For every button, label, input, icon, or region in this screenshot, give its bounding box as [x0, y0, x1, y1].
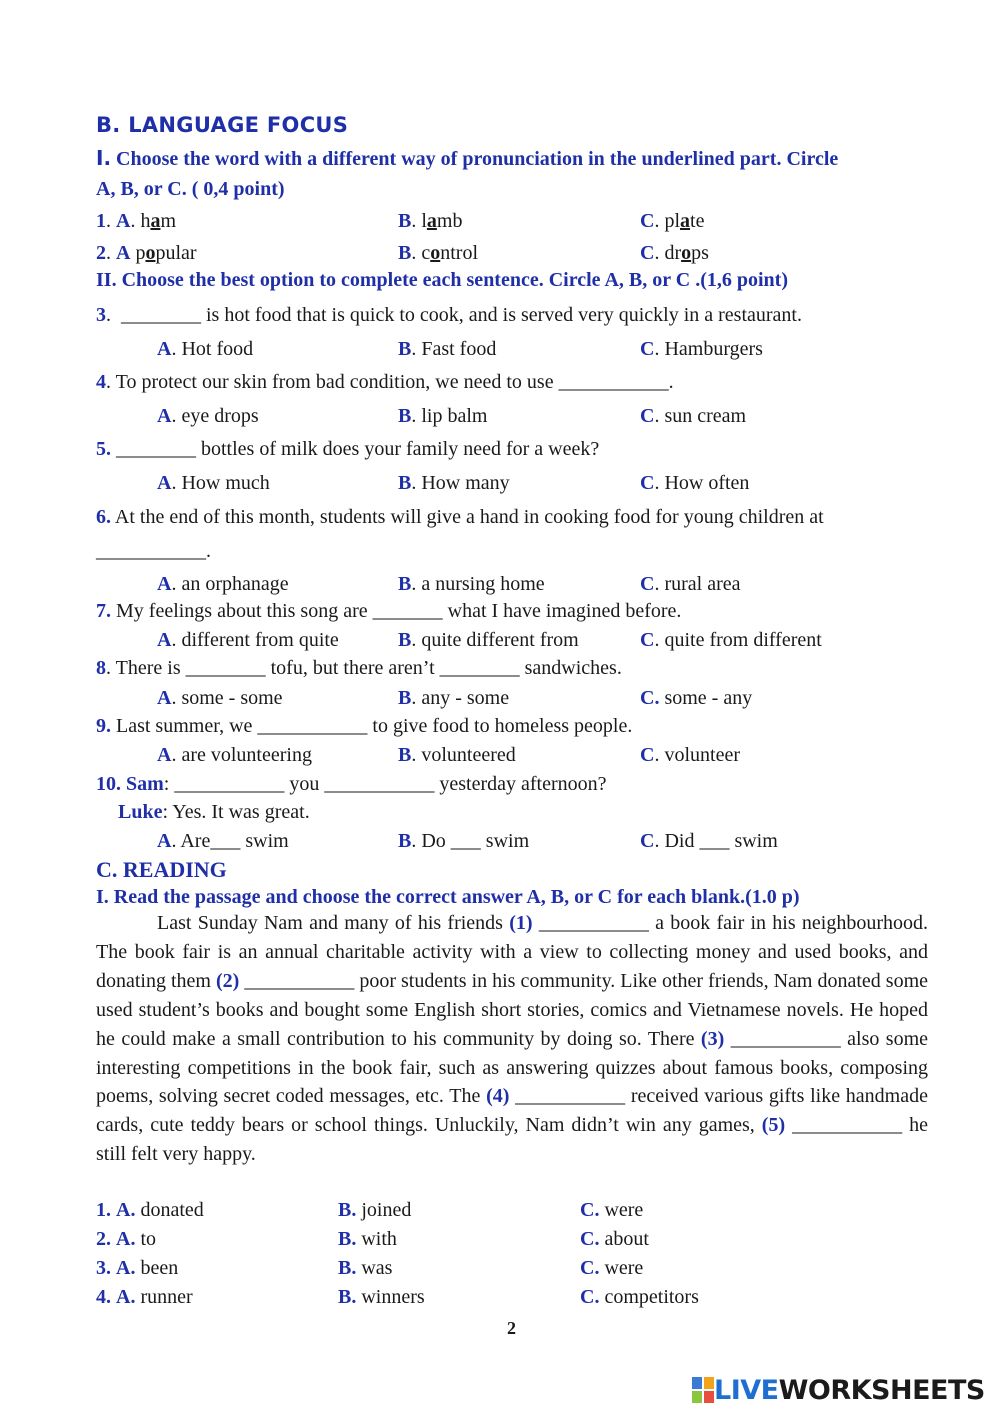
reading-q2-option-c[interactable]: C. about: [580, 1228, 649, 1250]
q3-stem: 3. ________ is hot food that is quick to cook, and is served very quickly in a restaurant.: [96, 304, 802, 326]
liveworksheets-logo-icon: [692, 1377, 714, 1403]
q6-option-c[interactable]: C. rural area: [640, 573, 741, 595]
q1-label-a: A: [116, 210, 131, 232]
q3-option-b[interactable]: B. Fast food: [398, 338, 497, 360]
q9-option-b[interactable]: B. volunteered: [398, 744, 516, 766]
q5-stem: 5. ________ bottles of milk does your family need for a week?: [96, 438, 600, 460]
part2-instruction: II. Choose the best option to complete each sentence. Circle A, B, or C .(1,6 point): [96, 269, 788, 291]
q6-option-a[interactable]: A. an orphanage: [157, 573, 289, 595]
liveworksheets-logo: [692, 1372, 985, 1408]
q6-option-b[interactable]: B. a nursing home: [398, 573, 545, 595]
q2-option-b[interactable]: B. control: [398, 242, 479, 264]
q2-row: 2. A popular: [96, 242, 197, 264]
q4-stem: 4. To protect our skin from bad condition, we need to use ___________.: [96, 371, 674, 393]
section-b-title: B. LANGUAGE FOCUS: [96, 113, 349, 137]
reading-q2-option-b[interactable]: B. with: [338, 1228, 397, 1250]
q2-label-a: A: [116, 242, 131, 264]
reading-q1-option-b[interactable]: B. joined: [338, 1199, 412, 1221]
q10-stem: 10. Sam: ___________ you ___________ yesterday afternoon?: [96, 773, 607, 795]
section-c-title: C. READING: [96, 857, 227, 882]
blank-marker-3: (3): [700, 1027, 725, 1050]
reading-q2-option-a[interactable]: 2. A. to: [96, 1228, 157, 1250]
q4-option-a[interactable]: A. eye drops: [157, 405, 259, 427]
page-number: 2: [507, 1318, 516, 1338]
q8-stem: 8. There is ________ tofu, but there aren’t ________ sandwiches.: [96, 657, 622, 679]
q9-option-c[interactable]: C. volunteer: [640, 744, 740, 766]
q7-option-c[interactable]: C. quite from different: [640, 629, 822, 651]
q1-number: 1: [96, 210, 106, 232]
part1-instruction-line1: [96, 146, 838, 171]
reading-instruction: I. Read the passage and choose the correct answer A, B, or C for each blank.(1.0 p): [96, 886, 800, 908]
q2-number: 2: [96, 242, 106, 264]
q10-reply: Luke: Yes. It was great.: [118, 801, 310, 823]
reading-q4-option-c[interactable]: C. competitors: [580, 1286, 699, 1308]
q7-option-b[interactable]: B. quite different from: [398, 629, 579, 651]
q8-option-b[interactable]: B. any - some: [398, 687, 510, 709]
q2-option-a[interactable]: popular: [135, 242, 197, 264]
q9-option-a[interactable]: A. are volunteering: [157, 744, 312, 766]
reading-q3-option-b[interactable]: B. was: [338, 1257, 393, 1279]
blank-marker-2: (2): [216, 969, 240, 992]
reading-q4-option-b[interactable]: B. winners: [338, 1286, 425, 1308]
q10-option-a[interactable]: A. Are___ swim: [157, 830, 289, 852]
q1-option-b[interactable]: B. lamb: [398, 210, 463, 232]
q7-stem: 7. My feelings about this song are _______ what I have imagined before.: [96, 600, 682, 622]
q5-option-b[interactable]: B. How many: [398, 472, 510, 494]
reading-q1-option-c[interactable]: C. were: [580, 1199, 644, 1221]
q3-option-a[interactable]: A. Hot food: [157, 338, 254, 360]
q6-stem-blank: ___________.: [96, 540, 211, 562]
q7-option-a[interactable]: A. different from quite: [157, 629, 339, 651]
q1-option-a[interactable]: ham: [140, 210, 177, 232]
reading-passage: Last Sunday Nam and many of his friends (1) ___________ a book fair in his neighbourhood. The book fair is an annual charitable activity with a view to collecting money and used books, and donating them (2) ___________ poor students in his community. Like other friends, Nam donated some used student’s books and bought some English short stories, comics and Vietnamese novels. He hoped he could make a small contribution to his community by doing so. There (3) ___________ also some interesting competitions in the book fair, such as answering quizzes about famous books, composing poems, solving secret coded messages, etc. The (4) ___________ received various gifts like handmade cards, cute teddy bears or school things. Unluckily, Nam didn’t win any games, (5) ___________ he still felt very happy.: [96, 912, 929, 1166]
q9-stem: 9. Last summer, we ___________ to give food to homeless people.: [96, 715, 633, 737]
blank-marker-4: (4): [486, 1085, 510, 1108]
reading-q4-option-a[interactable]: 4. A. runner: [96, 1286, 193, 1308]
q2-option-c[interactable]: C. drops: [640, 242, 709, 264]
part1-roman: I.: [96, 146, 112, 170]
blank-marker-1: (1): [509, 912, 533, 934]
q10-option-b[interactable]: B. Do ___ swim: [398, 830, 530, 852]
q4-option-b[interactable]: B. lip balm: [398, 405, 488, 427]
q1-option-c[interactable]: C. plate: [640, 210, 705, 232]
q8-option-c[interactable]: C. some - any: [640, 687, 753, 709]
q6-stem: 6. At the end of this month, students will give a hand in cooking food for young children at: [96, 506, 824, 528]
q1-row: 1. A. ham: [96, 210, 177, 232]
reading-q3-option-a[interactable]: 3. A. been: [96, 1257, 179, 1279]
q5-option-a[interactable]: A. How much: [157, 472, 270, 494]
q4-option-c[interactable]: C. sun cream: [640, 405, 747, 427]
reading-q1-option-a[interactable]: 1. A. donated: [96, 1199, 204, 1221]
blank-marker-5: (5): [761, 1114, 786, 1137]
reading-q3-option-c[interactable]: C. were: [580, 1257, 644, 1279]
q10-option-c[interactable]: C. Did ___ swim: [640, 830, 778, 852]
q3-option-c[interactable]: C. Hamburgers: [640, 338, 763, 360]
q8-option-a[interactable]: A. some - some: [157, 687, 283, 709]
q5-option-c[interactable]: C. How often: [640, 472, 750, 494]
part1-instruction-line2: A, B, or C. ( 0,4 point): [96, 178, 285, 200]
part1-instruction-text: Choose the word with a different way of pronunciation in the underlined part. Circle: [116, 148, 839, 170]
liveworksheets-logo-text: LIVEWORKSHEETS: [714, 1374, 985, 1406]
